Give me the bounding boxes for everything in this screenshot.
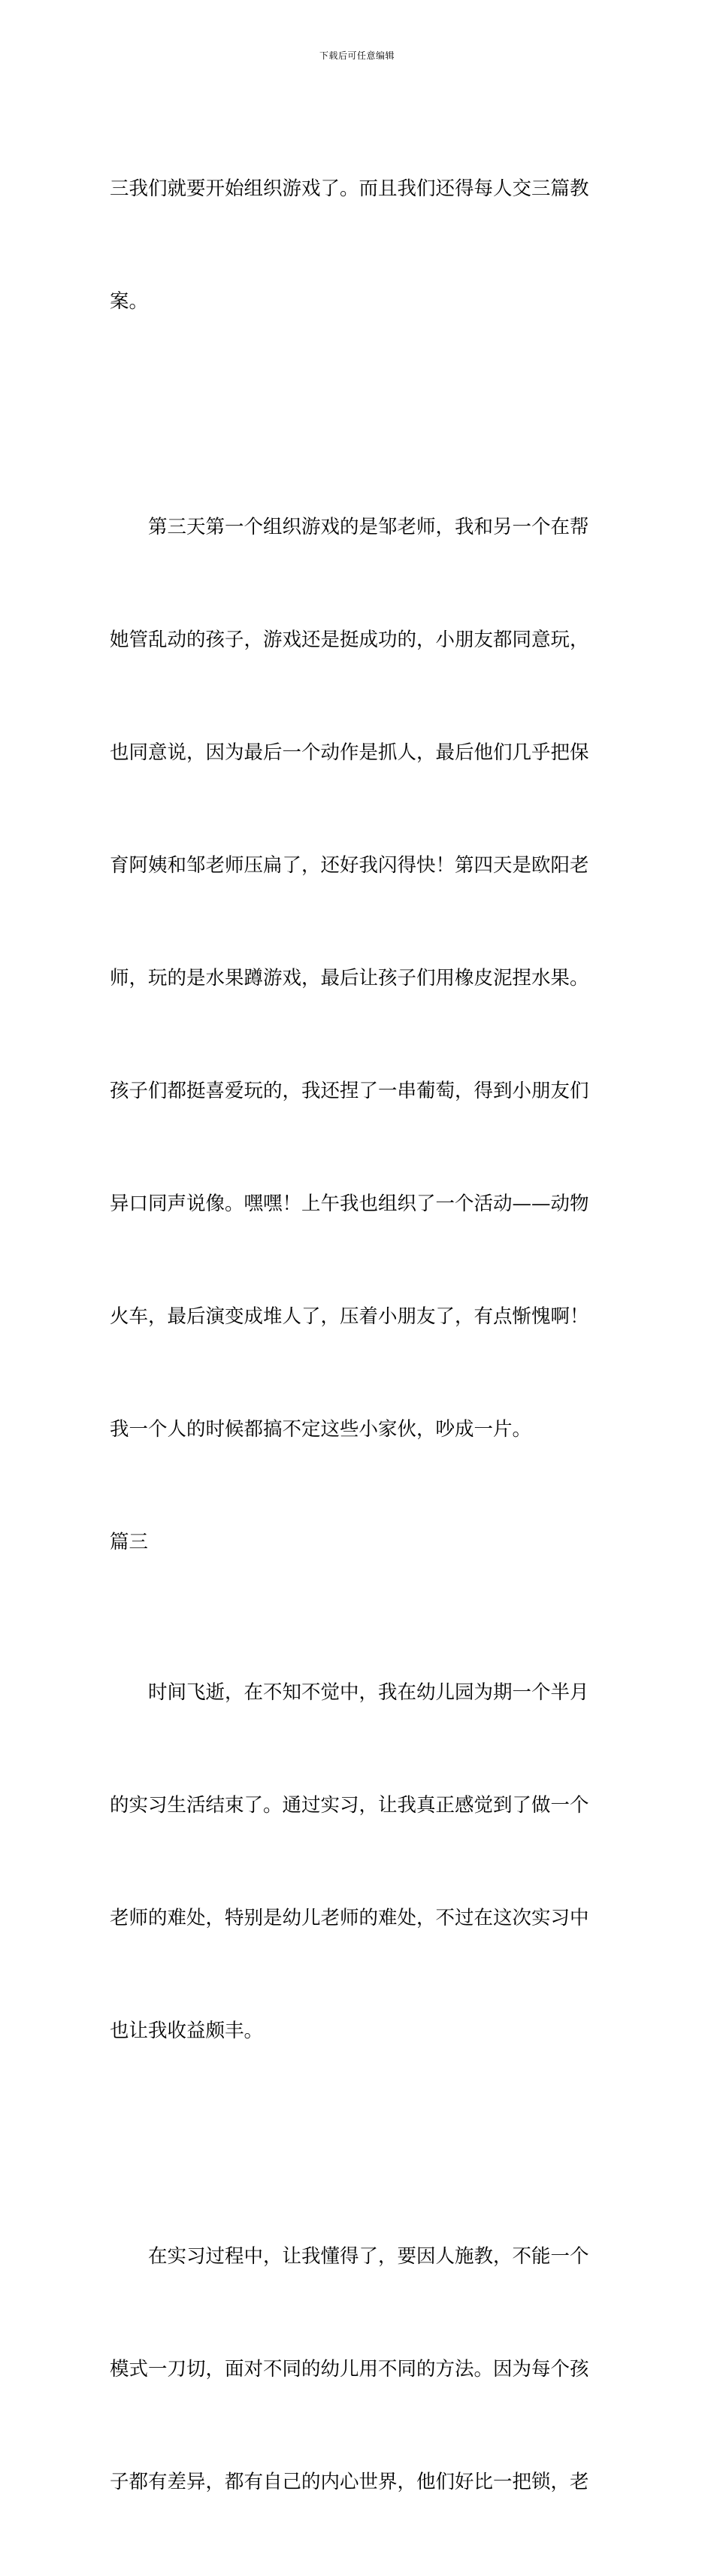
paragraph-gap [110,1561,607,1599]
text-line: 的实习生活结束了。通过实习，让我真正感觉到了做一个 [110,1794,589,1817]
text-line: 第三天第一个组织游戏的是邹老师，我和另一个在帮 [110,516,589,538]
page-header: 下载后可任意编辑 [319,50,395,61]
text-line: 她管乱动的孩子，游戏还是挺成功的，小朋友都同意玩， [110,629,589,651]
text-line: 三我们就要开始组织游戏了。而且我们还得每人交三篇教 [110,177,589,200]
paragraph-day-three [110,433,607,1523]
text-line: 火车，最后演变成堆人了，压着小朋友了，有点惭愧啊！ [110,1305,589,1328]
text-line: 子都有差异，都有自己的内心世界，他们好比一把锁，老 [110,2471,589,2493]
text-line: 我一个人的时候都搞不定这些小家伙，吵成一片。 [110,1418,532,1441]
text-line: 也让我收益颇丰。 [110,2020,264,2042]
paragraph-intro [110,95,607,395]
paragraph-time-flies [110,1599,607,2125]
text-line: 在实习过程中，让我懂得了，要因人施教，不能一个 [110,2245,589,2268]
text-line: 时间飞逝，在不知不觉中，我在幼儿园为期一个半月 [110,1681,589,1704]
paragraph-teaching [110,2162,607,2576]
section-heading: 篇三 [110,1531,149,1553]
text-line: 异口同声说像。嘿嘿！上午我也组织了一个活动——动物 [110,1193,589,1215]
paragraph-gap [110,2125,607,2162]
document-body [110,95,607,2576]
text-line: 育阿姨和邹老师压扁了，还好我闪得快！第四天是欧阳老 [110,854,589,877]
text-line: 也同意说，因为最后一个动作是抓人，最后他们几乎把保 [110,741,589,764]
paragraph-gap [110,395,607,433]
text-line: 模式一刀切，面对不同的幼儿用不同的方法。因为每个孩 [110,2358,589,2381]
text-line: 孩子们都挺喜爱玩的，我还捏了一串葡萄，得到小朋友们 [110,1080,589,1102]
text-line: 师，玩的是水果蹲游戏，最后让孩子们用橡皮泥捏水果。 [110,967,589,989]
text-line: 老师的难处，特别是幼儿老师的难处，不过在这次实习中 [110,1907,589,1929]
text-line: 案。 [110,290,149,313]
